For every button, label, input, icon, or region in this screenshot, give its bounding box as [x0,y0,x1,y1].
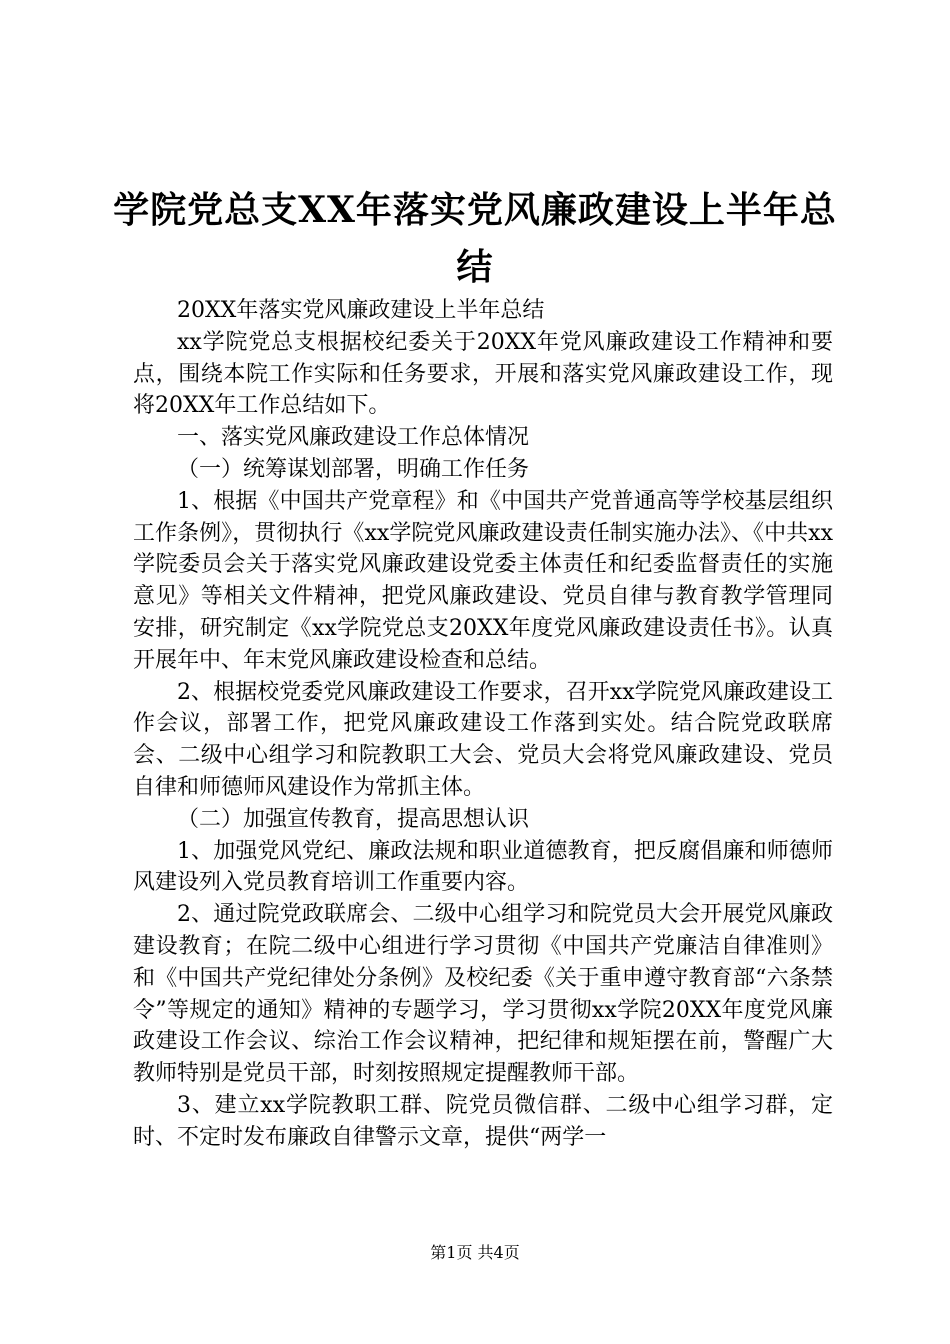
body-paragraph: 1、加强党风党纪、廉政法规和职业道德教育，把反腐倡廉和师德师风建设列入党员教育培训工作重要内容。 [133,838,833,896]
page-number-footer: 第1页 共4页 [430,1243,520,1262]
body-paragraph: 3、建立xx学院教职工群、院党员微信群、二级中心组学习群，定时、不定时发布廉政自律警示文章，提供“两学一 [133,1092,833,1150]
body-paragraph: 1、根据《中国共产党章程》和《中国共产党普通高等学校基层组织工作条例》，贯彻执行《xx学院党风廉政建设责任制实施办法》、《中共xx学院委员会关于落实党风廉政建设党委主体责任和纪委监督责任的实施意见》等相关文件精神，把党风廉政建设、党员自律与教育教学管理同安排，研究制定《xx学院党总支20XX年度党风廉政建设责任书》。认真开展年中、年末党风廉政建设检查和总结。 [133,488,833,673]
document-title-line-2: 结 [456,246,494,288]
document-body [133,295,833,1154]
body-paragraph: 2、根据校党委党风廉政建设工作要求，召开xx学院党风廉政建设工作会议，部署工作，把党风廉政建设工作落到实处。结合院党政联席会、二级中心组学习和院教职工大会、党员大会将党风廉政建设、党员自律和师德师风建设作为常抓主体。 [133,679,833,800]
document-title-line-1: 学院党总支XX年落实党风廉政建设上半年总 [113,189,837,231]
subsection-heading: （一）统筹谋划部署，明确工作任务 [177,456,530,482]
subtitle-paragraph: 20XX年落实党风廉政建设上半年总结 [177,298,545,323]
body-paragraph: 2、通过院党政联席会、二级中心组学习和院党员大会开展党风廉政建设教育；在院二级中心组进行学习贯彻《中国共产党廉洁自律准则》和《中国共产党纪律处分条例》及校纪委《关于重申遵守教育部“六条禁令”等规定的通知》精神的专题学习，学习贯彻xx学院20XX年度党风廉政建设工作会议、综治工作会议精神，把纪律和规矩摆在前，警醒广大教师特别是党员干部，时刻按照规定提醒教师干部。 [133,902,833,1087]
section-heading: 一、落实党风廉政建设工作总体情况 [177,425,530,451]
subsection-heading: （二）加强宣传教育，提高思想认识 [177,806,530,832]
intro-paragraph: xx学院党总支根据校纪委关于20XX年党风廉政建设工作精神和要点，围绕本院工作实际和任务要求，开展和落实党风廉政建设工作，现将20XX年工作总结如下。 [133,329,833,419]
